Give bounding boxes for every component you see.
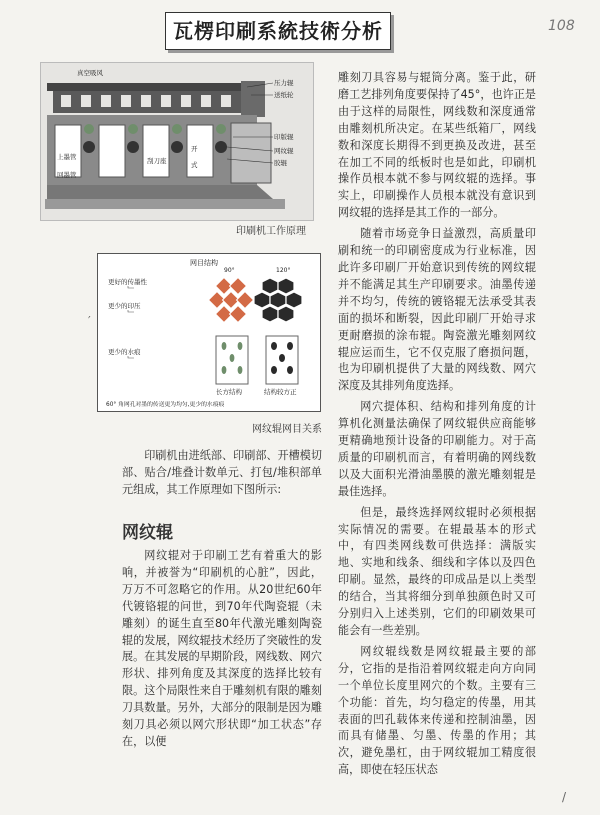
label-square-structure: 结构较方正 — [264, 388, 297, 396]
left-column-text: 网纹辊对于印刷工艺有着重大的影响，并被誉为“印刷机的心脏”，因此，万万不可忽略它的作用。从20世纪60年代镀铬辊的问世，到70年代陶瓷辊（未雕刻）的诞生直至80年代激光雕刻陶瓷辊的发展，网纹辊技术经历了突破性的发展。在其发展的早期阶段，网线数、网穴形状、排列角度及其深度的选择比较有限。这个局限性来自于雕刻机有限的雕刻刀具数量。另外，大部分的限制是因为雕刻刀具必须以网穴形状即“加工状态”存在，以便 — [122, 549, 322, 748]
row-label-pressure: 更少的印压 — [108, 302, 141, 310]
label-feed-wheel: 送纸轮 — [274, 91, 294, 99]
page-title: 瓦楞印刷系統技術分析 — [165, 12, 391, 50]
label-pressure-roller: 压力辊 — [274, 79, 294, 87]
figure1-caption: 印刷机工作原理 — [236, 226, 306, 237]
row-label-water: 更少的水痕 — [108, 348, 141, 356]
label-type: 式 — [191, 161, 198, 169]
mesh-diagram-svg — [98, 254, 320, 411]
label-open: 开 — [191, 145, 198, 153]
right-column-text: 雕刻刀具容易与辊筒分离。鉴于此，研磨工艺排列角度要保持了45°，也许正是由于这样的局限性，网线数和深度通常由雕刻机所决定。在某些纸箱厂，网线数和深度长期得不到更换及改进，甚至在加工不同的纸板时也是如此，印刷机操作员根本就不参与网纹辊的选择。事实上，印刷操作人员根本就没有意识到网纹辊的选择是其工作的一部分。 随着市场竞争日益激烈，高质量印刷和统一的印刷密度成为行业标准，因此许多印刷厂开始意识到传统的网纹辊并不能满足其生产印刷要求。油墨传递并不均匀，传统的镀铬辊无法承受其表面的损坏和断裂，因此印刷厂开始寻求更耐磨损的涂布辊。陶瓷激光雕刻网纹辊应运而生，它不仅克服了磨损问题，也为印刷机提供了大量的网线数、网穴深度及其排列角度选择。 网穴提体积、结构和排列角度的计算机化测量法确保了网纹辊供应商能够更精确地预计设备的印刷能力。对于高质量的印刷机而言，有着明确的网线数以及大面积光滑油墨膜的激光雕刻辊是最佳选择。 但是，最终选择网纹辊时必须根据实际情况的需要。在辊最基本的形式中，有四类网线数可供选择：满版实地、实地和线条、细线和字体以及四色印刷。显然，最终的印成品是以上类型的结合，当其将细分到单独颜色时又可分别归入上述类别，它们的印刷效果可能会有一些差别。 网纹辊线数是网纹辊最主要的部分，它指的是指沿着网纹辊走向方向同一个单位长度里网穴的个数。主要有三个功能：首先，均匀稳定的传墨，用其表面的凹孔载体来传递和控制油墨，因而具有储墨、匀墨、传墨的作用；其次，避免墨杠，由于网纹辊加工精度很高，即使在轻压状态 — [338, 71, 536, 777]
label-ink-return: 回墨管 — [57, 171, 77, 179]
press-diagram-svg — [41, 63, 313, 220]
mesh-footer: 60° 角网孔对墨的传送更为均匀,更少的水痕痕 — [106, 402, 225, 408]
label-plate-roller: 印版辊 — [274, 133, 294, 141]
label-doctor-blade: 刮刀座 — [147, 157, 167, 165]
label-anilox: 网纹辊 — [274, 147, 294, 155]
page-number: 108 — [548, 18, 575, 34]
intro-paragraph: 印刷机由进纸部、印刷部、开槽模切部、贴合/堆叠计数单元、打包/堆积部单元组成，其工作原理如下图所示: — [122, 449, 322, 496]
mesh-title: 网目结构 — [190, 259, 218, 267]
mesh-diagram — [97, 253, 321, 412]
row-label-ink: 更好的传墨性 — [108, 278, 147, 286]
press-diagram — [40, 62, 314, 221]
label-ink-supply: 上墨管 — [57, 153, 77, 161]
label-rubber-roller: 胶辊 — [274, 159, 287, 167]
angle-120: 120° — [276, 267, 291, 274]
section-title: 网纹辊 — [122, 523, 173, 543]
angle-90: 90° — [224, 267, 235, 274]
label-vacuum: 真空吸风 — [77, 69, 103, 77]
figure2-caption: 网纹辊网目关系 — [252, 424, 322, 435]
label-rect-structure: 长方结构 — [216, 388, 242, 396]
